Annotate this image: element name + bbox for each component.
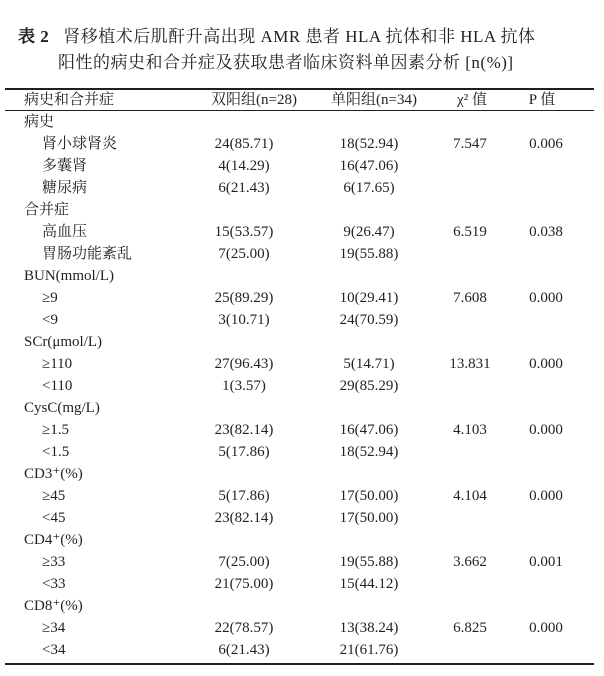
header-single-positive: 单阳组(n=34) [331, 92, 417, 108]
single-positive-value: 18(52.94) [339, 444, 399, 460]
chi-square-value: 7.547 [453, 136, 487, 152]
table-section-row [0, 111, 604, 133]
p-value: 0.006 [529, 136, 563, 152]
single-positive-value: 13(38.24) [339, 620, 399, 636]
table-row [0, 309, 604, 331]
p-value: 0.000 [529, 488, 563, 504]
chi-square-value: 6.825 [453, 620, 487, 636]
single-positive-value: 6(17.65) [343, 180, 395, 196]
single-positive-value: 17(50.00) [339, 510, 399, 526]
single-positive-value: 9(26.47) [343, 224, 395, 240]
double-positive-value: 5(17.86) [218, 444, 270, 460]
p-value: 0.038 [529, 224, 563, 240]
table-section-row [0, 529, 604, 551]
row-label: 胃肠功能紊乱 [42, 246, 133, 262]
row-label: ≥110 [42, 356, 73, 372]
single-positive-value: 21(61.76) [339, 642, 399, 658]
single-positive-value: 24(70.59) [339, 312, 399, 328]
row-label: ≥9 [42, 290, 58, 306]
p-value: 0.000 [529, 422, 563, 438]
single-positive-value: 17(50.00) [339, 488, 399, 504]
double-positive-value: 7(25.00) [218, 554, 270, 570]
table-row [0, 375, 604, 397]
table-row [0, 507, 604, 529]
table-row [0, 353, 604, 375]
single-positive-value: 10(29.41) [339, 290, 399, 306]
row-label: ≥33 [42, 554, 66, 570]
caption-line-2: 阳性的病史和合并症及获取患者临床资料单因素分析 [n(%)] [58, 53, 514, 72]
p-value: 0.001 [529, 554, 563, 570]
double-positive-value: 27(96.43) [214, 356, 274, 372]
table-row [0, 419, 604, 441]
double-positive-value: 23(82.14) [214, 422, 274, 438]
double-positive-value: 6(21.43) [218, 180, 270, 196]
p-value: 0.000 [529, 620, 563, 636]
row-label: <45 [42, 510, 66, 526]
table-row [0, 177, 604, 199]
double-positive-value: 3(10.71) [218, 312, 270, 328]
double-positive-value: 24(85.71) [214, 136, 274, 152]
double-positive-value: 23(82.14) [214, 510, 274, 526]
double-positive-value: 7(25.00) [218, 246, 270, 262]
row-label: <33 [42, 576, 66, 592]
chi-square-value: 6.519 [453, 224, 487, 240]
row-label: CysC(mg/L) [24, 400, 100, 416]
table-header-row [0, 89, 604, 111]
row-label: CD3⁺(%) [24, 466, 83, 482]
row-label: 多囊肾 [42, 158, 88, 174]
double-positive-value: 15(53.57) [214, 224, 274, 240]
chi-square-value: 7.608 [453, 290, 487, 306]
table-row [0, 441, 604, 463]
table-row [0, 221, 604, 243]
table-caption [18, 24, 598, 76]
header-double-positive: 双阳组(n=28) [211, 92, 297, 108]
header-condition: 病史和合并症 [24, 92, 115, 108]
table-row [0, 243, 604, 265]
chi-square-value: 4.104 [453, 488, 487, 504]
table-row [0, 155, 604, 177]
double-positive-value: 4(14.29) [218, 158, 270, 174]
table-section-row [0, 463, 604, 485]
row-label: <110 [42, 378, 73, 394]
header-p-value: P 值 [528, 92, 556, 108]
table-number: 表 2 [18, 27, 50, 46]
double-positive-value: 5(17.86) [218, 488, 270, 504]
row-label: 高血压 [42, 224, 88, 240]
row-label: ≥34 [42, 620, 66, 636]
table-section-row [0, 397, 604, 419]
table-row [0, 133, 604, 155]
single-positive-value: 19(55.88) [339, 246, 399, 262]
row-label: ≥45 [42, 488, 66, 504]
row-label: 糖尿病 [42, 180, 88, 196]
p-value: 0.000 [529, 290, 563, 306]
row-label: <9 [42, 312, 58, 328]
row-label: CD4⁺(%) [24, 532, 83, 548]
table-row [0, 573, 604, 595]
double-positive-value: 6(21.43) [218, 642, 270, 658]
table-row [0, 287, 604, 309]
table-section-row [0, 199, 604, 221]
single-positive-value: 19(55.88) [339, 554, 399, 570]
row-label: <1.5 [42, 444, 70, 460]
row-label: ≥1.5 [42, 422, 69, 438]
row-label: CD8⁺(%) [24, 598, 83, 614]
table-row [0, 551, 604, 573]
double-positive-value: 1(3.57) [222, 378, 266, 394]
double-positive-value: 25(89.29) [214, 290, 274, 306]
table-section-row [0, 331, 604, 353]
double-positive-value: 21(75.00) [214, 576, 274, 592]
table-row [0, 485, 604, 507]
table-row [0, 639, 604, 661]
single-positive-value: 16(47.06) [339, 158, 399, 174]
row-label: BUN(mmol/L) [24, 268, 114, 284]
caption-line-1: 肾移植术后肌酐升高出现 AMR 患者 HLA 抗体和非 HLA 抗体 [63, 27, 536, 46]
chi-square-value: 4.103 [453, 422, 487, 438]
single-positive-value: 18(52.94) [339, 136, 399, 152]
single-positive-value: 29(85.29) [339, 378, 399, 394]
chi-square-value: 3.662 [453, 554, 487, 570]
table-row [0, 617, 604, 639]
single-positive-value: 15(44.12) [339, 576, 399, 592]
single-positive-value: 5(14.71) [343, 356, 395, 372]
p-value: 0.000 [529, 356, 563, 372]
row-label: 病史 [24, 114, 55, 130]
table-section-row [0, 265, 604, 287]
header-chi-square: χ² 值 [457, 92, 487, 108]
single-positive-value: 16(47.06) [339, 422, 399, 438]
row-label: 肾小球肾炎 [42, 136, 118, 152]
row-label: <34 [42, 642, 66, 658]
chi-square-value: 13.831 [449, 356, 491, 372]
bottom-rule [5, 663, 594, 665]
row-label: SCr(μmol/L) [24, 334, 103, 350]
row-label: 合并症 [24, 202, 70, 218]
table-section-row [0, 595, 604, 617]
double-positive-value: 22(78.57) [214, 620, 274, 636]
